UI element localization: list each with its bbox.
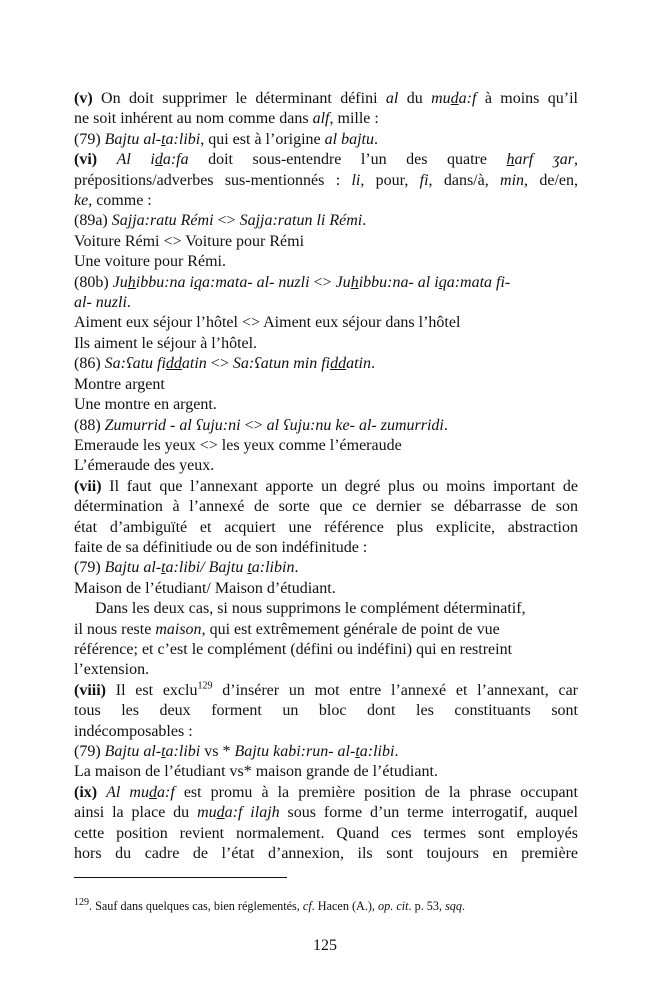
footnote-reference: 129 [197, 680, 213, 692]
text-segment: h [506, 151, 515, 169]
text-line [74, 232, 578, 252]
footnote [74, 896, 466, 914]
text-segment: , comme : [88, 192, 152, 210]
text-line [74, 130, 578, 150]
text-line [74, 660, 578, 680]
text-segment: . p. 53, [408, 899, 446, 913]
text-segment: à moins qu’il [476, 90, 578, 107]
text-segment: h [127, 273, 136, 291]
text-segment: , [574, 151, 579, 169]
text-segment: Voiture Rémi <> Voiture pour Rémi [74, 232, 305, 250]
text-segment: . [370, 355, 375, 373]
text-segment: ainsi la place du [74, 804, 198, 822]
text-line [74, 558, 578, 578]
text-line [74, 497, 578, 517]
text-segment: dd [165, 355, 182, 373]
text-segment: a:libi [165, 743, 201, 760]
text-segment: Ju [112, 273, 128, 291]
text-segment: . [126, 294, 131, 312]
text-segment: . [362, 212, 367, 230]
text-segment: t [161, 130, 166, 148]
text-segment: Bajtu al- [104, 559, 162, 577]
body-text [74, 89, 578, 864]
text-segment: Une voiture pour Rémi. [74, 253, 226, 271]
text-segment: (79) [74, 130, 105, 148]
text-line [74, 375, 578, 395]
text-segment: L’émeraude des yeux. [74, 457, 215, 475]
text-segment: ibbu:na i [135, 273, 194, 291]
text-segment: d’insérer un mot entre l’annexé et l’annexant, car [212, 681, 578, 699]
text-line [74, 538, 578, 558]
footnote-separator [74, 877, 287, 878]
text-line [74, 783, 578, 803]
text-segment: q [193, 273, 202, 291]
text-segment: cf [302, 899, 312, 913]
text-line [74, 273, 578, 293]
text-segment: op. cit [378, 899, 409, 913]
text-line [74, 354, 578, 374]
text-segment: prépositions/adverbes sus-mentionnés : [74, 171, 352, 189]
text-segment: Ils aiment le séjour à l’hôtel. [74, 334, 258, 352]
text-segment: (viii) [74, 681, 106, 699]
text-segment: Ju [335, 273, 351, 291]
text-segment: atin [181, 355, 207, 373]
text-line [74, 89, 578, 109]
text-line [74, 211, 578, 231]
text-line [74, 640, 578, 660]
text-line [74, 762, 578, 782]
text-segment: Sajja:ratun li Rémi [239, 212, 363, 230]
text-segment: Emeraude les yeux <> les yeux comme l’émeraude [74, 436, 402, 454]
text-segment: faite de sa définitiude ou de son indéfinitude : [74, 538, 368, 556]
text-segment: Montre argent [74, 375, 165, 393]
text-segment: t [161, 559, 166, 577]
text-segment: (86) [74, 355, 105, 373]
text-segment: a:mata- al- nuzli [201, 273, 310, 291]
text-segment: dd [330, 355, 347, 373]
text-segment: d [154, 151, 163, 169]
text-segment: état d’ambiguïté et acquiert une référence plus explicite, abstraction [74, 518, 578, 536]
text-segment: . [443, 416, 448, 434]
text-segment: référence; et c’est le complément (défini ou indéfini) qui en restreint [74, 640, 513, 658]
text-segment: alf [312, 110, 330, 128]
text-line [74, 109, 578, 129]
text-line [74, 293, 578, 313]
text-segment: mu [197, 804, 217, 822]
text-segment: Sa:ʕatu fi [104, 355, 166, 373]
text-segment: (79) [74, 743, 105, 760]
text-segment: . [394, 743, 399, 760]
text-segment: mu [431, 90, 451, 107]
text-segment: , qui est extrêmement générale de point de vue [201, 620, 500, 638]
text-segment: La maison de l’étudiant vs* maison grande de l’étudiant. [74, 763, 438, 781]
text-segment: il nous reste [74, 620, 156, 638]
text-segment: li [351, 171, 361, 189]
text-segment: cette position revient normalement. Quand ces termes sont employés [74, 824, 578, 842]
text-segment: Il faut que l’annexant apporte un degré plus ou moins important de [101, 477, 578, 495]
text-line [74, 334, 578, 354]
text-line [74, 171, 578, 191]
text-segment: t [247, 559, 252, 577]
text-segment: Al i [116, 151, 155, 169]
text-segment: al- nuzli [74, 294, 127, 312]
text-segment: (79) [74, 559, 105, 577]
text-segment: , qui est à l’origine [200, 130, 325, 148]
text-segment: fi [419, 171, 429, 189]
text-segment: (vi) [74, 151, 98, 169]
text-segment: maison [155, 620, 202, 638]
text-line [74, 436, 578, 456]
text-segment: Il est exclu [106, 681, 198, 699]
text-line [74, 824, 578, 844]
text-line [74, 456, 578, 476]
text-segment: atin [346, 355, 371, 373]
text-segment: doit sous-entendre l’un des quatre [188, 151, 507, 169]
text-segment: (v) [74, 90, 93, 107]
text-segment: Aiment eux séjour l’hôtel <> Aiment eux séjour dans l’hôtel [74, 314, 461, 332]
text-segment: Sajja:ratu Rémi [111, 212, 214, 230]
text-segment: tous les deux forment un bloc dont les constituants sont [74, 702, 578, 720]
text-segment: Une montre en argent. [74, 396, 217, 414]
text-segment: a:libi [359, 743, 395, 760]
text-segment: Al mu [106, 783, 149, 801]
text-segment: Sa:ʕatun min fi [232, 355, 331, 373]
text-segment: ibbu:na- al i [358, 273, 439, 291]
page-number: 125 [313, 937, 337, 954]
text-line [74, 191, 578, 211]
text-segment: a:f [458, 90, 477, 107]
text-segment: indécomposables : [74, 722, 193, 740]
text-segment: Dans les deux cas, si nous supprimons le complément déterminatif, [95, 600, 526, 618]
text-line [74, 620, 578, 640]
text-line [74, 742, 578, 762]
text-segment: ne soit inhérent au nom comme dans [74, 110, 313, 128]
text-segment: t [161, 743, 166, 760]
text-segment: . Hacen (A.), [311, 899, 379, 913]
text-segment: . [294, 559, 299, 577]
text-segment: ke [74, 192, 89, 210]
text-line [74, 518, 578, 538]
text-segment: a:mata fi- [446, 273, 511, 291]
text-segment: du [398, 90, 432, 107]
text-segment: al ʕuju:nu ke- al- zumurridi [266, 416, 444, 434]
text-segment: Maison de l’étudiant/ Maison d’étudiant. [74, 579, 336, 597]
text-segment: a:fa [162, 151, 189, 169]
text-segment: Bajtu al- [104, 130, 162, 148]
text-line [74, 722, 578, 742]
text-segment: d [148, 783, 157, 801]
text-line [74, 803, 578, 823]
text-segment: arf ʒar [514, 151, 575, 169]
text-line [74, 416, 578, 436]
text-segment: a:libin [251, 559, 295, 577]
text-line [74, 477, 578, 497]
text-segment: , dans/à, [428, 171, 501, 189]
text-segment: . Sauf dans quelques cas, bien réglementés, [89, 899, 303, 913]
text-segment: t [355, 743, 360, 760]
text-line [74, 579, 578, 599]
text-segment: h [350, 273, 359, 291]
text-segment [97, 784, 106, 801]
text-segment: (80b) [74, 273, 113, 291]
text-segment: . [373, 130, 378, 148]
text-segment: d [216, 804, 225, 822]
text-line [74, 701, 578, 721]
text-segment: sqq [445, 899, 462, 913]
text-segment: (ix) [74, 783, 98, 801]
text-line [74, 252, 578, 272]
text-segment: , pour, [360, 171, 420, 189]
footnote-reference: 129 [74, 896, 89, 908]
text-segment: détermination à l’annexé de sorte que ce dernier se débarrasse de son [74, 498, 578, 516]
text-line [74, 844, 578, 864]
text-segment: . [462, 899, 466, 913]
text-segment: a:f [156, 783, 175, 801]
text-segment: , de/en, [524, 171, 579, 189]
text-segment: al [385, 90, 399, 107]
text-segment: a:libi [165, 130, 201, 148]
text-segment: (88) [74, 416, 105, 434]
text-segment: <> [309, 273, 336, 291]
text-segment: est promu à la première position de la phrase occupant [174, 783, 578, 801]
text-segment: a:f ilajh [224, 804, 280, 822]
text-segment: sous forme d’un terme interrogatif, auquel [279, 804, 578, 822]
text-line [74, 150, 578, 170]
text-line [74, 395, 578, 415]
text-segment: l’extension. [74, 661, 150, 679]
text-segment: (89a) [74, 212, 112, 230]
text-segment: Bajtu kabi:run- al- [234, 743, 356, 760]
text-segment: vs * [200, 743, 235, 760]
text-segment: <> [213, 212, 240, 230]
text-segment: On doit supprimer le déterminant défini [92, 90, 386, 107]
text-segment: d [450, 90, 459, 107]
text-segment: <> [240, 416, 267, 434]
text-segment: (vii) [74, 477, 102, 495]
text-segment: al bajtu [324, 130, 374, 148]
text-line [74, 681, 578, 701]
text-segment: q [438, 273, 447, 291]
text-segment: Zumurrid - al ʕuju:ni [104, 416, 241, 434]
text-line [74, 599, 578, 619]
text-segment: <> [206, 355, 233, 373]
text-segment: hors du cadre de l’état d’annexion, ils sont toujours en première [74, 845, 578, 863]
text-segment [97, 151, 117, 168]
text-line [74, 313, 578, 333]
text-segment: min [500, 171, 525, 189]
text-segment: , mille : [329, 110, 379, 128]
text-segment: a:libi/ Bajtu [165, 559, 248, 577]
text-segment: Bajtu al- [104, 743, 162, 760]
